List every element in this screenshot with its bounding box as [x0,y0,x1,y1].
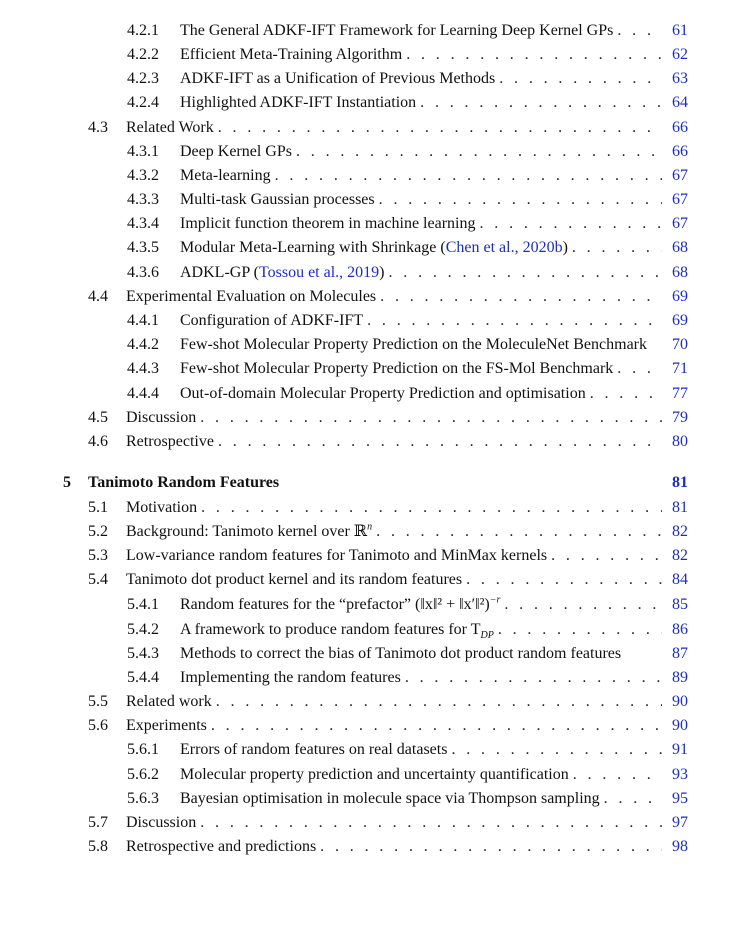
toc-page-link[interactable]: 86 [672,621,688,638]
toc-page-link[interactable]: 85 [672,596,688,613]
toc-entry-number: 5.6.1 [127,741,159,758]
toc-entry[interactable] [127,68,688,90]
toc-entry-title: Motivation [126,499,198,516]
toc-entry-title: Configuration of ADKF-IFT [180,312,364,329]
toc-page-link[interactable]: 98 [672,838,688,855]
toc-entry-number: 4.3.5 [127,239,159,256]
toc-entry[interactable] [127,237,688,259]
toc-entry[interactable] [88,569,688,591]
toc-entry[interactable] [127,334,688,356]
toc-page-link[interactable]: 87 [672,645,688,662]
toc-entry-number: 5.4.3 [127,645,159,662]
toc-entry[interactable] [127,739,688,761]
toc-entry[interactable] [127,643,688,665]
toc-dot-leader [216,691,662,713]
toc-entry-title: Modular Meta-Learning with Shrinkage (Chen et al., 2020b) [180,239,568,256]
toc-entry-number: 4.2.4 [127,94,159,111]
toc-entry-number: 4.4.3 [127,360,159,377]
toc-entry-number: 4.3.2 [127,167,159,184]
toc-entry-number: 5.6.3 [127,790,159,807]
toc-entry-title: Few-shot Molecular Property Prediction on the FS-Mol Benchmark [180,360,614,377]
toc-entry-number: 4.4 [88,288,108,305]
toc-entry-number: 4.3.1 [127,143,159,160]
toc-entry[interactable] [127,383,688,405]
toc-entry-number: 5.6 [88,717,108,734]
toc-page-link[interactable]: 67 [672,215,688,232]
toc-entry-title: Molecular property prediction and uncertainty quantification [180,766,569,783]
toc-entry[interactable] [127,764,688,786]
toc-page-link[interactable]: 79 [672,409,688,426]
toc-entry[interactable] [127,619,688,641]
toc-entry-number: 5.4.2 [127,621,159,638]
toc-entry-number: 5.4.1 [127,596,159,613]
toc-page-link[interactable]: 63 [672,70,688,87]
toc-entry-title: Tanimoto dot product kernel and its random features [126,571,463,588]
toc-entry-title: Implementing the random features [180,669,401,686]
toc-entry-number: 5.2 [88,523,108,540]
toc-entry-number: 4.3 [88,119,108,136]
toc-dot-leader [572,237,662,259]
toc-entry-number: 4.3.4 [127,215,159,232]
toc-dot-leader [218,117,662,139]
toc-dot-leader [573,764,662,786]
toc-page-link[interactable]: 66 [672,143,688,160]
toc-entry-title: Tanimoto Random Features [88,474,280,491]
toc-dot-leader [275,165,662,187]
toc-entry-number: 4.3.6 [127,264,159,281]
toc-dot-leader [320,836,662,858]
toc-entry-title: Bayesian optimisation in molecule space via Thompson sampling [180,790,600,807]
toc-entry-superscript: −r [489,594,501,606]
toc-entry-title: Few-shot Molecular Property Prediction on the MoleculeNet Benchmark [180,336,647,353]
toc-entry-title: Retrospective and predictions [126,838,317,855]
toc-page-link[interactable]: 89 [672,669,688,686]
toc-entry-title: Out-of-domain Molecular Property Prediction and optimisation [180,385,586,402]
toc-dot-leader [551,545,662,567]
toc-page-link[interactable]: 77 [672,385,688,402]
toc-entry-number: 4.2.1 [127,22,159,39]
toc-page-link[interactable]: 70 [672,336,688,353]
citation-link[interactable]: Tossou et al., 2019 [258,264,380,281]
toc-entry[interactable] [127,20,688,42]
toc-entry-title: Experimental Evaluation on Molecules [126,288,377,305]
toc-entry-number: 5.5 [88,693,108,710]
toc-entry-number: 4.4.2 [127,336,159,353]
toc-entry-title: Multi-task Gaussian processes [180,191,375,208]
toc-entry[interactable] [88,407,688,429]
toc-entry-title: Meta-learning [180,167,271,184]
toc-entry-title: ADKF-IFT as a Unification of Previous Methods [180,70,496,87]
toc-entry-number: 5.7 [88,814,108,831]
toc-dot-leader [504,594,662,616]
toc-entry-title: Errors of random features on real datasets [180,741,448,758]
toc-entry-number: 4.4.4 [127,385,159,402]
toc-entry[interactable] [88,836,688,858]
citation-link[interactable]: Chen et al., 2020b [445,239,563,256]
toc-dot-leader [367,310,662,332]
toc-entry-number: 4.3.3 [127,191,159,208]
toc-entry[interactable] [127,310,688,332]
toc-entry-title: Related work [126,693,212,710]
toc-dot-leader [218,431,662,453]
toc-entry[interactable] [88,286,688,308]
toc-entry-number: 5.4.4 [127,669,159,686]
toc-dot-leader [200,812,662,834]
toc-entry-title: ADKL-GP (Tossou et al., 2019) [180,264,385,281]
toc-dot-leader [498,619,662,641]
toc-dot-leader [296,141,662,163]
toc-dot-leader [466,569,662,591]
toc-entry[interactable] [127,44,688,66]
toc-entry-title: Retrospective [126,433,214,450]
toc-entry-number: 5.6.2 [127,766,159,783]
toc-dot-leader [380,286,662,308]
toc-entry-title: Efficient Meta-Training Algorithm [180,46,403,63]
toc-dot-leader [420,92,662,114]
toc-chapter-entry[interactable] [63,472,688,494]
toc-page-link[interactable]: 67 [672,191,688,208]
toc-dot-leader [617,358,662,380]
toc-entry[interactable] [127,262,688,284]
toc-page-link[interactable]: 81 [672,474,688,491]
toc-entry-title: Discussion [126,409,197,426]
toc-entry[interactable] [127,788,688,810]
toc-page-link[interactable]: 68 [672,264,688,281]
toc-entry-title: Methods to correct the bias of Tanimoto dot product random features [180,645,622,662]
toc-entry-title: Experiments [126,717,207,734]
toc-page-link[interactable]: 90 [672,717,688,734]
toc-entry[interactable] [88,691,688,713]
toc-dot-leader [405,667,662,689]
toc-entry-number: 5 [63,474,71,491]
toc-page-link[interactable]: 64 [672,94,688,111]
toc-page-link[interactable]: 84 [672,571,688,588]
toc-entry-title: Background: Tanimoto kernel over ℝ$^n$ [126,521,373,540]
toc-entry-title: Random features for the “prefactor” (‖x‖² + ‖x′‖²)$^{-r}$ [180,594,501,613]
toc-entry[interactable] [127,92,688,114]
toc-entry[interactable] [127,358,688,380]
toc-entry[interactable] [88,545,688,567]
toc-entry[interactable] [88,117,688,139]
toc-page-link[interactable]: 81 [672,499,688,516]
toc-entry-number: 4.5 [88,409,108,426]
toc-page-link[interactable]: 61 [672,22,688,39]
toc-dot-leader [201,497,662,519]
toc-page-link[interactable]: 68 [672,239,688,256]
toc-page-link[interactable]: 95 [672,790,688,807]
toc-entry-number: 5.1 [88,499,108,516]
toc-entry-title: The General ADKF-IFT Framework for Learning Deep Kernel GPs [180,22,614,39]
toc-dot-leader [379,189,662,211]
toc-entry[interactable] [88,431,688,453]
toc-page-link[interactable]: 62 [672,46,688,63]
toc-entry[interactable] [127,594,688,616]
toc-entry-superscript: n [367,521,373,533]
toc-page-link[interactable]: 66 [672,119,688,136]
toc-entry-title: Related Work [126,119,214,136]
toc-page-link[interactable]: 71 [672,360,688,377]
toc-entry-title: Implicit function theorem in machine learning [180,215,476,232]
toc-entry-number: 5.4 [88,571,108,588]
toc-entry[interactable] [88,715,688,737]
toc-dot-leader [499,68,662,90]
toc-page-link[interactable]: 91 [672,741,688,758]
toc-entry[interactable] [127,141,688,163]
toc-entry[interactable] [88,497,688,519]
toc-entry-title: Discussion [126,814,197,831]
toc-dot-leader [479,213,662,235]
toc-entry-number: 5.3 [88,547,108,564]
toc-entry[interactable] [88,521,688,543]
toc-page-link[interactable]: 93 [672,766,688,783]
toc-dot-leader [211,715,662,737]
toc-entry-title: Low-variance random features for Tanimoto and MinMax kernels [126,547,548,564]
toc-entry-number: 4.2.2 [127,46,159,63]
toc-dot-leader [376,521,662,543]
toc-entry-title: Deep Kernel GPs [180,143,292,160]
toc-entry[interactable] [127,189,688,211]
toc-entry-number: 5.8 [88,838,108,855]
toc-page-link[interactable]: 90 [672,693,688,710]
toc-page-link[interactable]: 69 [672,312,688,329]
toc-entry[interactable] [127,165,688,187]
toc-dot-leader [406,44,662,66]
toc-page-link[interactable]: 97 [672,814,688,831]
toc-dot-leader [590,383,662,405]
toc-entry[interactable] [127,213,688,235]
toc-entry-number: 4.6 [88,433,108,450]
toc-entry[interactable] [127,667,688,689]
toc-dot-leader [451,739,662,761]
toc-dot-leader [617,20,662,42]
toc-dot-leader [388,262,662,284]
toc-entry-subscript: DP [480,630,494,642]
toc-page-link[interactable]: 82 [672,523,688,540]
toc-dot-leader [604,788,662,810]
toc-page-link[interactable]: 69 [672,288,688,305]
toc-entry-title: A framework to produce random features for $T_{DP}$ [180,621,494,642]
toc-page-link[interactable]: 80 [672,433,688,450]
toc-page-link[interactable]: 82 [672,547,688,564]
toc-entry-title: Highlighted ADKF-IFT Instantiation [180,94,417,111]
toc-entry-number: 4.4.1 [127,312,159,329]
toc-page-link[interactable]: 67 [672,167,688,184]
toc-entry-number: 4.2.3 [127,70,159,87]
toc-entry[interactable] [88,812,688,834]
toc-dot-leader [200,407,662,429]
